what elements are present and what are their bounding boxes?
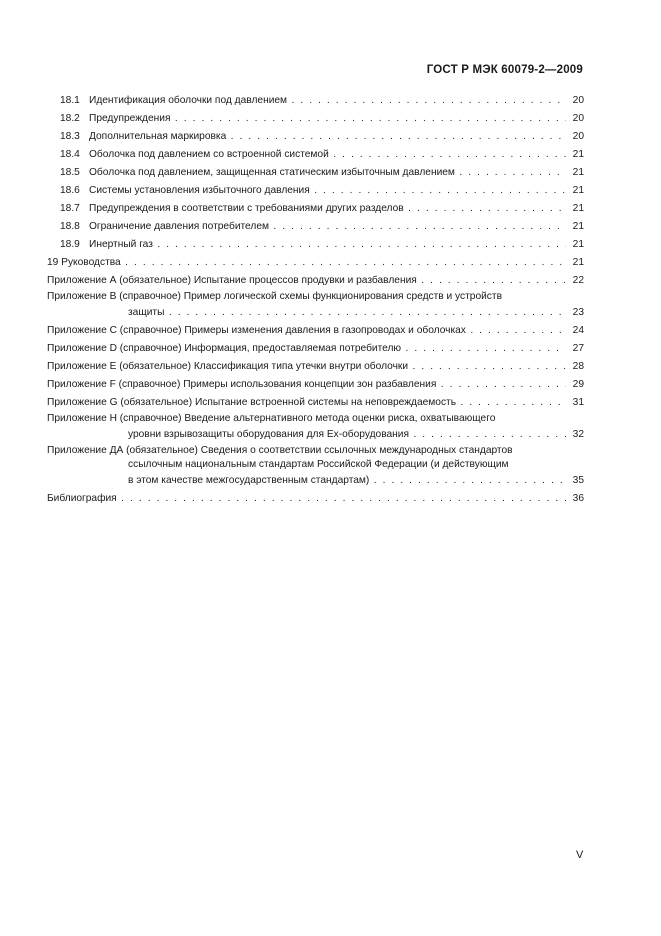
document-header: ГОСТ Р МЭК 60079-2—2009 (426, 64, 583, 76)
toc-entry-annex-da-line1[interactable] (47, 444, 584, 458)
toc-entry-title: Предупреждения в соответствии с требованиями других разделов (89, 203, 404, 214)
toc-entry-title: Приложение А (обязательное) Испытание процессов продувки и разбавления . . . (47, 272, 566, 290)
toc-entry-annex-b-line1[interactable] (47, 290, 584, 304)
toc-entry-number: 18.7 (60, 203, 80, 214)
toc-entry-page: 21 (572, 257, 584, 268)
toc-entry-page: 20 (572, 95, 584, 106)
toc-entry-number: 18.4 (60, 149, 80, 160)
toc-entry-title: Библиография . . . (47, 490, 566, 508)
toc-entry-title: Приложение D (справочное) Информация, предоставляемая потребителю . . . (47, 340, 566, 358)
toc-entry-18-5[interactable] (47, 164, 584, 182)
toc-entry-title: Приложение С (справочное) Примеры изменения давления в газопроводах и оболочках . . . (47, 322, 566, 340)
toc-entry-page: 23 (572, 307, 584, 318)
toc-entry-page: 35 (572, 475, 584, 486)
table-of-contents (47, 92, 584, 508)
toc-entry-title: Предупреждения (89, 113, 171, 124)
toc-entry-section-19[interactable] (47, 254, 584, 272)
toc-entry-title: Системы установления избыточного давления (89, 185, 310, 196)
toc-entry-title: Приложение G (обязательное) Испытание встроенной системы на неповреждаемость . . . (47, 394, 566, 412)
toc-entry-annex-h-line2[interactable] (47, 426, 584, 444)
toc-entry-annex-d[interactable] (47, 340, 584, 358)
toc-entry-page: 36 (572, 493, 584, 504)
toc-entry-title: Приложение Н (справочное) Введение альтернативного метода оценки риска, охватывающего (47, 413, 496, 424)
toc-entry-title: Оболочка под давлением, защищенная статическим избыточным давлением (89, 167, 455, 178)
toc-entry-number: 18.1 (60, 95, 80, 106)
toc-entry-number: 18.2 (60, 113, 80, 124)
toc-entry-page: 20 (572, 131, 584, 142)
toc-entry-18-1[interactable] (47, 92, 584, 110)
toc-entry-page: 27 (572, 343, 584, 354)
toc-entry-page: 28 (572, 361, 584, 372)
toc-entry-page: 29 (572, 379, 584, 390)
toc-entry-title-continued: защиты . . . (47, 304, 566, 322)
toc-entry-annex-da-line2[interactable] (47, 458, 584, 472)
toc-entry-number: 18.9 (60, 239, 80, 250)
toc-entry-18-8[interactable] (47, 218, 584, 236)
toc-entry-18-9[interactable] (47, 236, 584, 254)
toc-entry-page: 22 (572, 275, 584, 286)
toc-entry-annex-a[interactable] (47, 272, 584, 290)
toc-entry-title: Инертный газ (89, 239, 153, 250)
toc-entry-annex-h-line1[interactable] (47, 412, 584, 426)
toc-entry-number: 18.3 (60, 131, 80, 142)
toc-entry-annex-c[interactable] (47, 322, 584, 340)
toc-entry-number: 18.5 (60, 167, 80, 178)
page-number: V (576, 849, 584, 861)
toc-entry-title: Приложение F (справочное) Примеры использования концепции зон разбавления . . . (47, 376, 566, 394)
toc-entry-page: 20 (572, 113, 584, 124)
toc-entry-annex-f[interactable] (47, 376, 584, 394)
toc-entry-page: 21 (572, 149, 584, 160)
toc-entry-page: 24 (572, 325, 584, 336)
toc-entry-18-6[interactable] (47, 182, 584, 200)
toc-entry-annex-da-line3[interactable] (47, 472, 584, 490)
toc-entry-title: Ограничение давления потребителем (89, 221, 269, 232)
toc-entry-18-3[interactable] (47, 128, 584, 146)
toc-entry-page: 21 (572, 221, 584, 232)
toc-entry-page: 21 (572, 167, 584, 178)
toc-entry-18-4[interactable] (47, 146, 584, 164)
toc-entry-annex-e[interactable] (47, 358, 584, 376)
toc-entry-18-7[interactable] (47, 200, 584, 218)
toc-entry-annex-g[interactable] (47, 394, 584, 412)
toc-entry-18-2[interactable] (47, 110, 584, 128)
toc-entry-title: Оболочка под давлением со встроенной системой (89, 149, 329, 160)
toc-entry-title: Идентификация оболочки под давлением (89, 95, 288, 106)
toc-entry-page: 21 (572, 185, 584, 196)
toc-entry-title: 19 Руководства . . . (47, 254, 566, 272)
toc-entry-title: Приложение ДА (обязательное) Сведения о соответствии ссылочных международных стандартов (47, 445, 513, 456)
toc-entry-page: 31 (572, 397, 584, 408)
toc-entry-page: 32 (572, 429, 584, 440)
toc-entry-annex-b-line2[interactable] (47, 304, 584, 322)
toc-entry-title-continued: уровни взрывозащиты оборудования для Ex-оборудования . . . (47, 426, 566, 444)
toc-entry-title-continued: ссылочным национальным стандартам Российской Федерации (и действующим (128, 459, 509, 470)
toc-entry-title-continued: в этом качестве межгосударственным стандартам) . . . (47, 472, 566, 490)
toc-entry-bibliography[interactable] (47, 490, 584, 508)
toc-entry-title: Дополнительная маркировка (89, 131, 227, 142)
toc-entry-number: 18.6 (60, 185, 80, 196)
toc-entry-page: 21 (572, 239, 584, 250)
toc-entry-number: 18.8 (60, 221, 80, 232)
toc-entry-title: Приложение Е (обязательное) Классификация типа утечки внутри оболочки . . . (47, 358, 566, 376)
toc-entry-title: Приложение В (справочное) Пример логической схемы функционирования средств и устройств (47, 291, 502, 302)
toc-entry-page: 21 (572, 203, 584, 214)
